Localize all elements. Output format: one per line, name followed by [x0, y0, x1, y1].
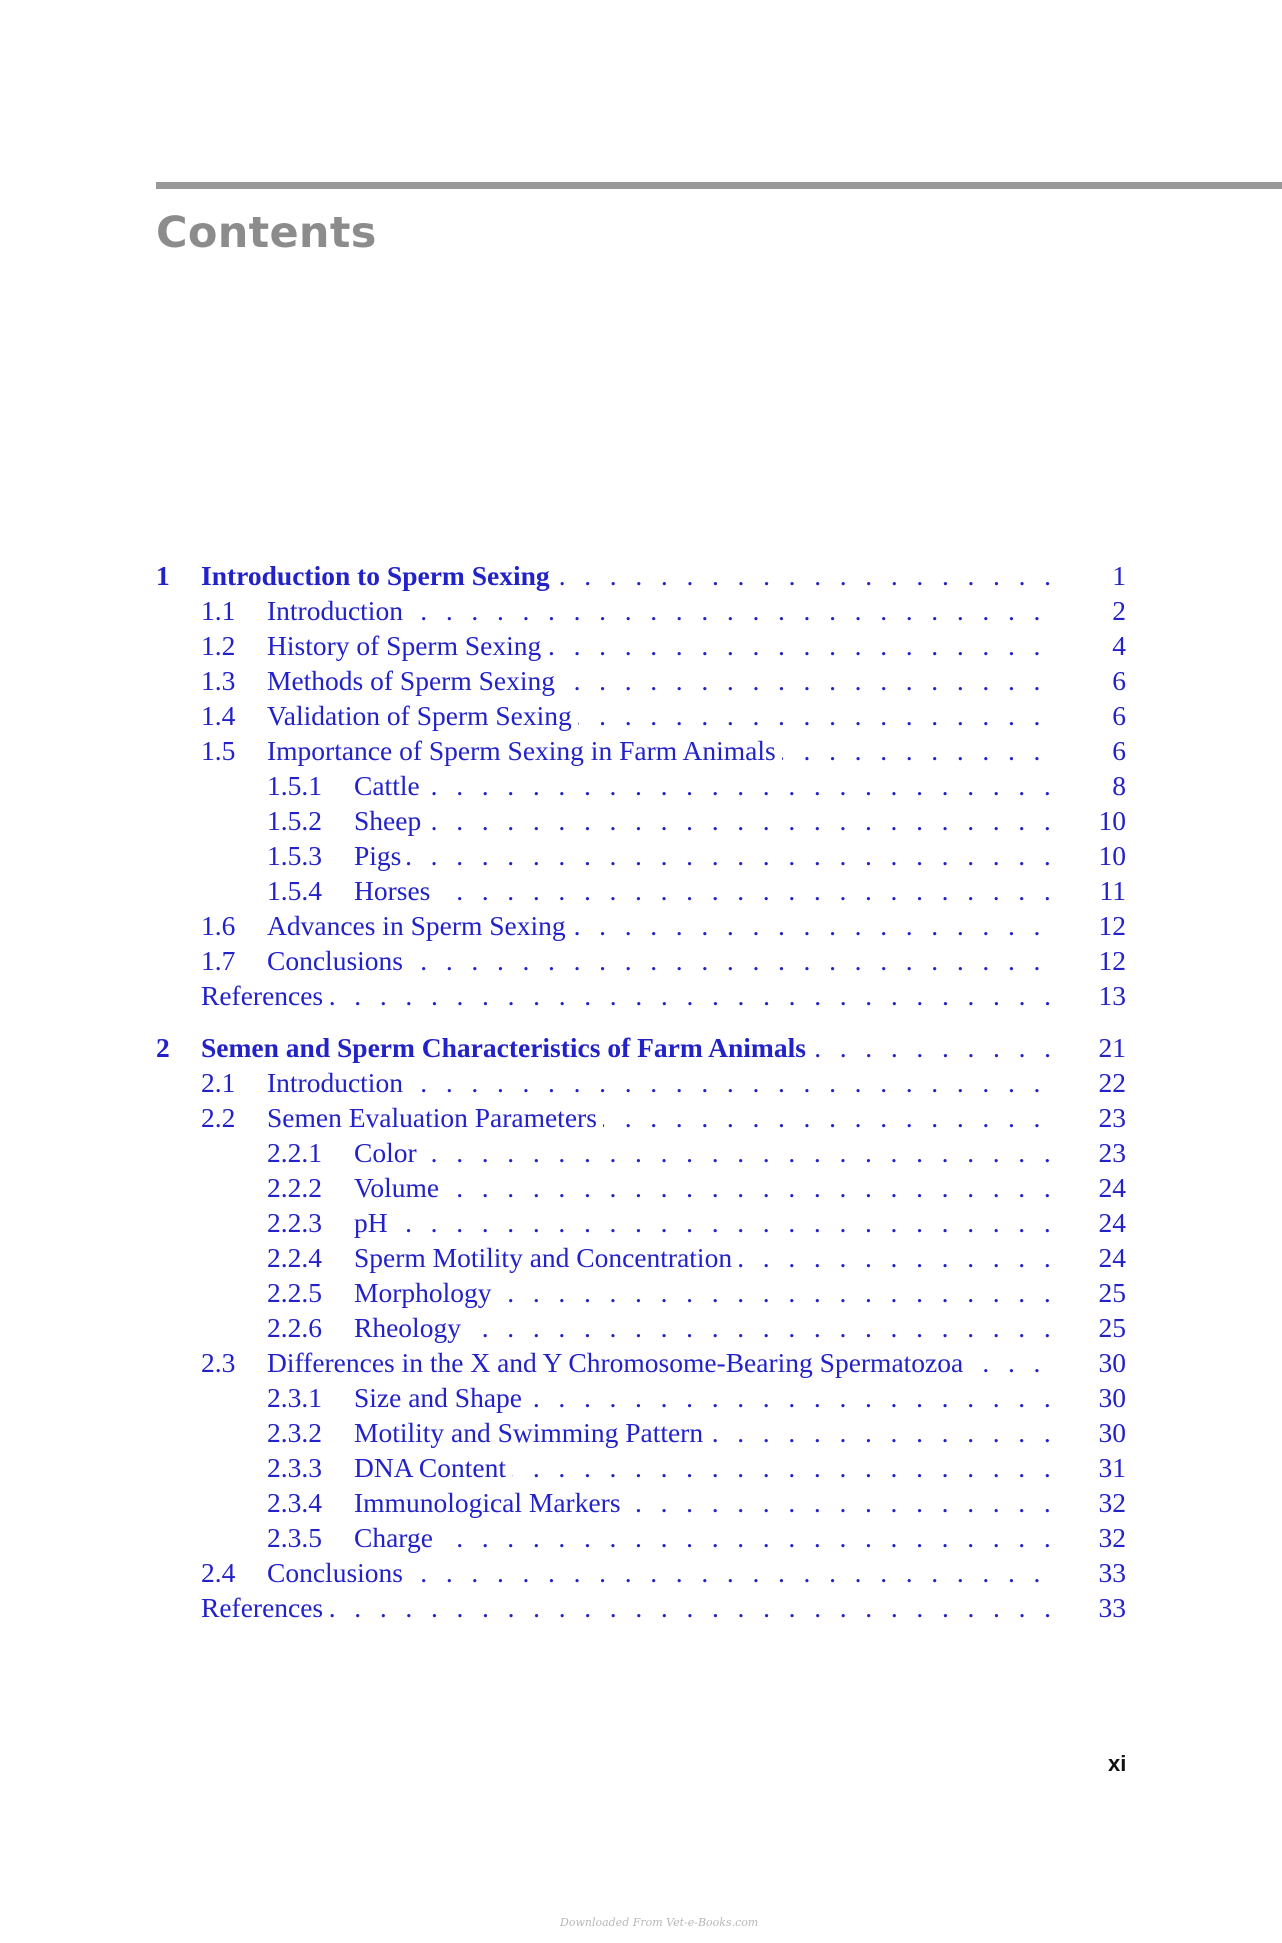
toc-entry-title[interactable] — [267, 1065, 1058, 1100]
toc-entry-page: 30 — [1098, 1382, 1126, 1413]
toc-section-entry[interactable] — [156, 1380, 1126, 1415]
toc-entry-title-text: Methods of Sperm Sexing — [267, 665, 561, 696]
toc-entry-number: 1 — [156, 560, 170, 591]
toc-entry-title[interactable] — [354, 1520, 1058, 1555]
toc-entry-number: 2.2.5 — [267, 1277, 322, 1308]
toc-entry-page: 10 — [1098, 805, 1126, 836]
table-of-contents — [156, 558, 1126, 1625]
toc-entry-number: 1.5 — [201, 735, 236, 766]
toc-entry-title[interactable] — [201, 1590, 1058, 1625]
page-number: xi — [1108, 1751, 1127, 1776]
toc-section-entry[interactable] — [156, 663, 1126, 698]
toc-entry-title[interactable] — [354, 803, 1058, 838]
toc-entry-title[interactable] — [354, 1205, 1058, 1240]
toc-references-entry[interactable] — [156, 978, 1126, 1013]
toc-section-entry[interactable] — [156, 1310, 1126, 1345]
toc-entry-number: 2.1 — [201, 1067, 236, 1098]
toc-entry-page: 24 — [1098, 1242, 1126, 1273]
toc-entry-page: 10 — [1098, 840, 1126, 871]
toc-section-entry[interactable] — [156, 1100, 1126, 1135]
toc-entry-page: 33 — [1098, 1592, 1126, 1623]
toc-entry-title[interactable] — [354, 1310, 1058, 1345]
toc-entry-number: 1.6 — [201, 910, 236, 941]
toc-entry-page: 12 — [1098, 945, 1126, 976]
toc-entry-title-text: Horses — [354, 875, 436, 906]
toc-entry-number: 2.3.4 — [267, 1487, 322, 1518]
toc-section-entry[interactable] — [156, 838, 1126, 873]
toc-entry-number: 2.2.2 — [267, 1172, 322, 1203]
toc-entry-number: 1.5.3 — [267, 840, 322, 871]
toc-entry-title[interactable] — [354, 1170, 1058, 1205]
toc-entry-title[interactable] — [354, 1240, 1058, 1275]
toc-entry-page: 8 — [1112, 770, 1126, 801]
toc-chapter-entry[interactable] — [156, 1030, 1126, 1065]
toc-entry-title-text: Semen and Sperm Characteristics of Farm Animals — [201, 1032, 812, 1063]
toc-section-entry[interactable] — [156, 1555, 1126, 1590]
toc-entry-title[interactable] — [267, 698, 1058, 733]
toc-entry-title-text: History of Sperm Sexing — [267, 630, 547, 661]
toc-entry-title[interactable] — [354, 1135, 1058, 1170]
toc-entry-title-text: Introduction — [267, 1067, 409, 1098]
toc-entry-number: 2.2 — [201, 1102, 236, 1133]
toc-entry-title-text: Volume — [354, 1172, 445, 1203]
toc-entry-number: 2.2.3 — [267, 1207, 322, 1238]
toc-entry-number: 2.2.6 — [267, 1312, 322, 1343]
toc-entry-title-text: Cattle — [354, 770, 426, 801]
toc-entry-title[interactable] — [267, 943, 1058, 978]
toc-entry-title[interactable] — [267, 908, 1058, 943]
toc-entry-number: 1.7 — [201, 945, 236, 976]
toc-entry-number: 1.4 — [201, 700, 236, 731]
toc-entry-number: 1.5.2 — [267, 805, 322, 836]
toc-entry-title[interactable] — [201, 978, 1058, 1013]
toc-entry-page: 24 — [1098, 1172, 1126, 1203]
toc-section-entry[interactable] — [156, 1415, 1126, 1450]
toc-section-entry[interactable] — [156, 873, 1126, 908]
toc-entry-title[interactable] — [267, 593, 1058, 628]
toc-section-entry[interactable] — [156, 593, 1126, 628]
toc-section-entry[interactable] — [156, 943, 1126, 978]
toc-entry-title[interactable] — [354, 1380, 1058, 1415]
toc-entry-title-text: Introduction to Sperm Sexing — [201, 560, 556, 591]
toc-chapter-entry[interactable] — [156, 558, 1126, 593]
toc-entry-page: 25 — [1098, 1277, 1126, 1308]
toc-entry-title[interactable] — [201, 558, 1058, 593]
toc-entry-title[interactable] — [267, 663, 1058, 698]
toc-entry-title-text: Color — [354, 1137, 423, 1168]
toc-section-entry[interactable] — [156, 1065, 1126, 1100]
toc-entry-number: 2.2.1 — [267, 1137, 322, 1168]
toc-references-entry[interactable] — [156, 1590, 1126, 1625]
toc-entry-page: 12 — [1098, 910, 1126, 941]
toc-entry-title[interactable] — [267, 1345, 1058, 1380]
toc-entry-title[interactable] — [354, 1485, 1058, 1520]
toc-entry-page: 30 — [1098, 1417, 1126, 1448]
toc-entry-title[interactable] — [354, 1450, 1058, 1485]
toc-entry-page: 2 — [1112, 595, 1126, 626]
toc-entry-page: 31 — [1098, 1452, 1126, 1483]
toc-entry-number: 1.5.1 — [267, 770, 322, 801]
toc-section-entry[interactable] — [156, 1485, 1126, 1520]
toc-entry-title[interactable] — [267, 1100, 1058, 1135]
toc-entry-title-text: Introduction — [267, 595, 409, 626]
toc-section-entry[interactable] — [156, 1345, 1126, 1380]
page-heading: Contents — [156, 208, 377, 258]
toc-entry-page: 25 — [1098, 1312, 1126, 1343]
toc-entry-title-text: Importance of Sperm Sexing in Farm Animals — [267, 735, 782, 766]
toc-entry-title-text: pH — [354, 1207, 394, 1238]
toc-entry-title-text: Differences in the X and Y Chromosome-Bearing Spermatozoa — [267, 1347, 969, 1378]
toc-entry-number: 2.4 — [201, 1557, 236, 1588]
toc-entry-page: 1 — [1112, 560, 1126, 591]
toc-section-entry[interactable] — [156, 1275, 1126, 1310]
toc-entry-title[interactable] — [267, 628, 1058, 663]
toc-entry-page: 13 — [1098, 980, 1126, 1011]
toc-section-entry[interactable] — [156, 628, 1126, 663]
toc-entry-page: 6 — [1112, 735, 1126, 766]
toc-entry-title-text: Conclusions — [267, 1557, 409, 1588]
toc-entry-title[interactable] — [354, 768, 1058, 803]
toc-section-entry[interactable] — [156, 803, 1126, 838]
header-rule — [156, 182, 1282, 189]
toc-section-entry[interactable] — [156, 768, 1126, 803]
toc-entry-title-text: Size and Shape — [354, 1382, 528, 1413]
toc-entry-page: 33 — [1098, 1557, 1126, 1588]
toc-entry-number: 2.3.2 — [267, 1417, 322, 1448]
toc-entry-title[interactable] — [354, 838, 1058, 873]
toc-section-entry[interactable] — [156, 698, 1126, 733]
toc-entry-title-text: Validation of Sperm Sexing — [267, 700, 578, 731]
toc-entry-page: 4 — [1112, 630, 1126, 661]
toc-entry-title-text: References — [201, 1592, 329, 1623]
toc-entry-page: 6 — [1112, 700, 1126, 731]
toc-entry-title-text: Immunological Markers — [354, 1487, 627, 1518]
toc-entry-title-text: Morphology — [354, 1277, 498, 1308]
toc-section-entry[interactable] — [156, 908, 1126, 943]
toc-entry-page: 22 — [1098, 1067, 1126, 1098]
toc-section-entry[interactable] — [156, 1205, 1126, 1240]
toc-section-entry[interactable] — [156, 1240, 1126, 1275]
toc-entry-title-text: Sperm Motility and Concentration — [354, 1242, 738, 1273]
toc-entry-title-text: DNA Content — [354, 1452, 512, 1483]
toc-entry-number: 2.2.4 — [267, 1242, 322, 1273]
toc-entry-number: 1.1 — [201, 595, 236, 626]
toc-entry-number: 1.2 — [201, 630, 236, 661]
toc-entry-page: 6 — [1112, 665, 1126, 696]
toc-entry-page: 23 — [1098, 1137, 1126, 1168]
toc-entry-number: 2 — [156, 1032, 170, 1063]
toc-entry-title-text: Pigs — [354, 840, 407, 871]
toc-entry-title-text: Semen Evaluation Parameters — [267, 1102, 603, 1133]
toc-section-entry[interactable] — [156, 1520, 1126, 1555]
toc-entry-number: 1.3 — [201, 665, 236, 696]
toc-entry-title[interactable] — [267, 733, 1058, 768]
toc-entry-title-text: Conclusions — [267, 945, 409, 976]
toc-section-entry[interactable] — [156, 1170, 1126, 1205]
toc-entry-number: 2.3.1 — [267, 1382, 322, 1413]
toc-entry-title[interactable] — [267, 1555, 1058, 1590]
toc-entry-title[interactable] — [201, 1030, 1058, 1065]
watermark: Downloaded From Vet-e-Books.com — [560, 1916, 759, 1929]
toc-entry-title[interactable] — [354, 1415, 1058, 1450]
toc-entry-number: 1.5.4 — [267, 875, 322, 906]
toc-section-entry[interactable] — [156, 1135, 1126, 1170]
toc-section-entry[interactable] — [156, 1450, 1126, 1485]
toc-entry-title[interactable] — [354, 1275, 1058, 1310]
toc-entry-title-text: References — [201, 980, 329, 1011]
toc-entry-title-text: Rheology — [354, 1312, 467, 1343]
toc-entry-title-text: Motility and Swimming Pattern — [354, 1417, 709, 1448]
toc-section-entry[interactable] — [156, 733, 1126, 768]
toc-entry-page: 30 — [1098, 1347, 1126, 1378]
toc-entry-page: 23 — [1098, 1102, 1126, 1133]
toc-entry-title-text: Advances in Sperm Sexing — [267, 910, 572, 941]
toc-entry-title-text: Charge — [354, 1522, 439, 1553]
toc-entry-page: 24 — [1098, 1207, 1126, 1238]
toc-entry-number: 2.3.3 — [267, 1452, 322, 1483]
toc-entry-page: 32 — [1098, 1522, 1126, 1553]
toc-entry-number: 2.3 — [201, 1347, 236, 1378]
toc-entry-number: 2.3.5 — [267, 1522, 322, 1553]
toc-entry-page: 21 — [1098, 1032, 1126, 1063]
toc-entry-title[interactable] — [354, 873, 1058, 908]
toc-entry-page: 32 — [1098, 1487, 1126, 1518]
toc-entry-page: 11 — [1099, 875, 1126, 906]
toc-entry-title-text: Sheep — [354, 805, 427, 836]
